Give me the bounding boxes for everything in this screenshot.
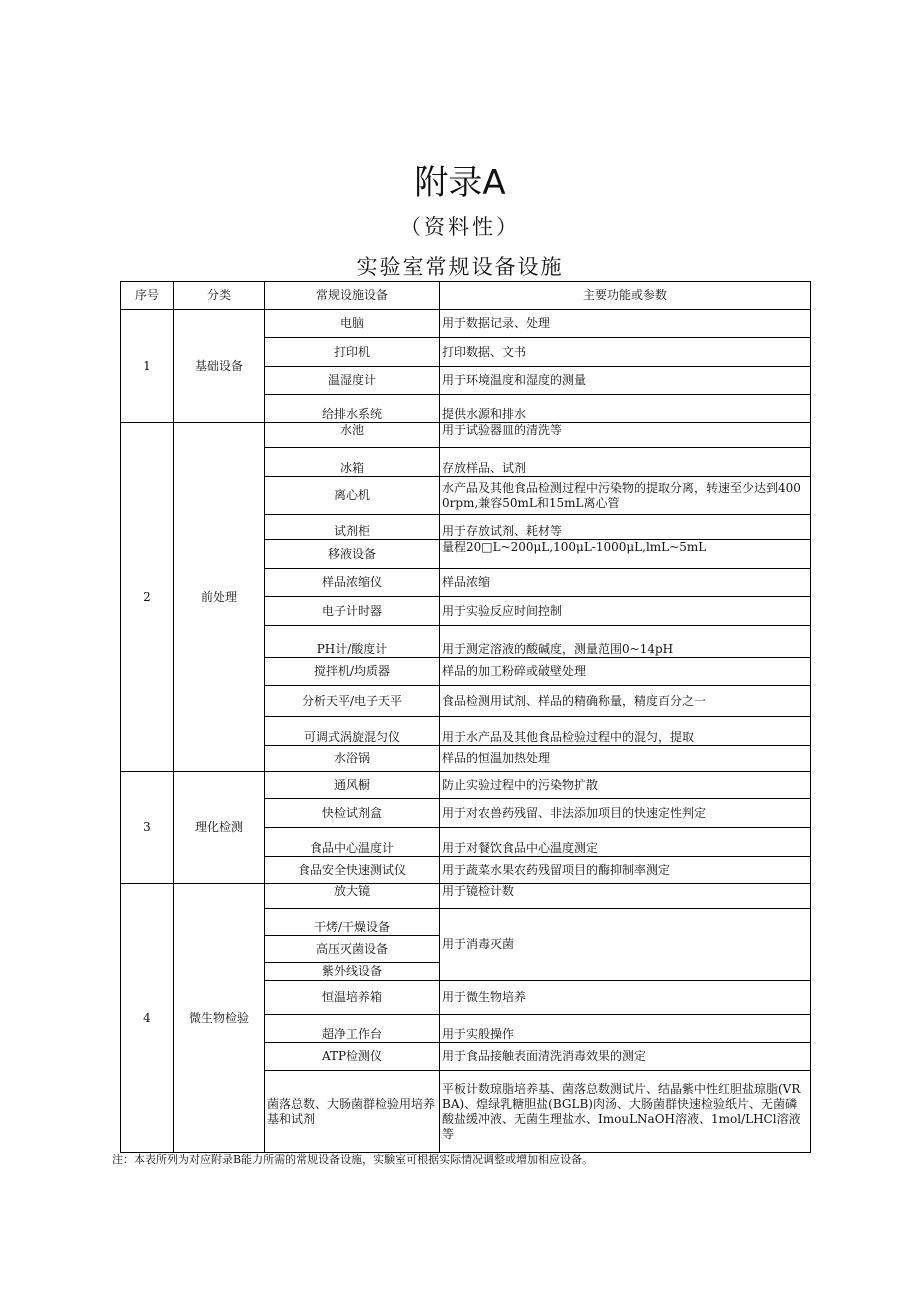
function-cell: 用于实验反应时间控制 xyxy=(440,597,811,626)
group-category: 理化检测 xyxy=(174,772,265,884)
equipment-cell: 冰箱 xyxy=(265,448,440,477)
equipment-cell: 分析天平/电子天平 xyxy=(265,686,440,717)
function-cell: 提供水源和排水 xyxy=(440,395,811,423)
equipment-cell: 恒温培养箱 xyxy=(265,981,440,1015)
equipment-cell: 电脑 xyxy=(265,310,440,338)
equipment-cell: 高压灭菌设备 xyxy=(265,936,440,963)
function-cell: 样品的恒温加热处理 xyxy=(440,746,811,772)
header-function: 主要功能或参数 xyxy=(440,282,811,310)
equipment-cell: 放大镜 xyxy=(265,884,440,909)
table-row xyxy=(121,310,811,338)
equipment-cell: 试剂柜 xyxy=(265,515,440,540)
header-equipment: 常规设施设备 xyxy=(265,282,440,310)
group-no: 1 xyxy=(121,310,174,423)
equipment-cell: 通风橱 xyxy=(265,772,440,799)
equipment-cell: 离心机 xyxy=(265,477,440,515)
equipment-cell: PH计/酸度计 xyxy=(265,626,440,658)
equipment-cell: 可调式涡旋混匀仪 xyxy=(265,717,440,746)
equipment-cell: 样品浓缩仪 xyxy=(265,569,440,597)
function-cell: 用于数据记录、处理 xyxy=(440,310,811,338)
equipment-cell: 搅拌机/均质器 xyxy=(265,658,440,686)
equipment-cell: 食品安全快速测试仪 xyxy=(265,857,440,884)
function-cell: 用于实般操作 xyxy=(440,1015,811,1043)
function-cell: 打印数据、文书 xyxy=(440,338,811,367)
function-cell: 样品浓缩 xyxy=(440,569,811,597)
equipment-cell: 水池 xyxy=(265,423,440,448)
equipment-cell: 给排水系统 xyxy=(265,395,440,423)
function-cell: 用于对农兽药残留、非法添加项目的快速定性判定 xyxy=(440,799,811,828)
function-cell: 用于蔬菜水果农药残留项目的酶抑制率测定 xyxy=(440,857,811,884)
function-cell: 平板计数琼脂培养基、菌落总数测试片、结晶紫中性红胆盐琼脂(VRBA)、煌绿乳糖胆盐(BGLB)肉汤、大肠菌群快速检验纸片、无菌磷酸盐缓冲液、无菌生理盐水、ImouLNaOH溶液、1mol/LHCl溶液等 xyxy=(440,1071,811,1153)
table-note: 注：本表所列为对应附录B能力所需的常规设备设施，实験室可根据实际情况调整或增加相应设备。 xyxy=(112,1153,594,1166)
function-cell: 食品检测用试剂、样品的精确称量，精度百分之一 xyxy=(440,686,811,717)
group-no: 4 xyxy=(121,884,174,1153)
function-cell: 用于环境温度和湿度的测量 xyxy=(440,367,811,395)
equipment-cell: 菌落总数、大肠菌群检验用培养基和试剂 xyxy=(265,1071,440,1153)
group-no: 2 xyxy=(121,423,174,772)
equipment-cell: 超净工作台 xyxy=(265,1015,440,1043)
equipment-cell: 打印机 xyxy=(265,338,440,367)
equipment-cell: 干烤/干燥设备 xyxy=(265,909,440,936)
group-no: 3 xyxy=(121,772,174,884)
equipment-cell: 移液设备 xyxy=(265,540,440,569)
table-row xyxy=(121,772,811,799)
equipment-cell: 紫外线设备 xyxy=(265,963,440,981)
equipment-cell: 温湿度计 xyxy=(265,367,440,395)
table-row xyxy=(121,423,811,448)
header-category: 分类 xyxy=(174,282,265,310)
equipment-table xyxy=(120,281,811,1153)
function-cell: 用于对餐饮食品中心温度测定 xyxy=(440,828,811,857)
equipment-cell: ATP检测仪 xyxy=(265,1043,440,1071)
appendix-title: 附录A xyxy=(414,163,506,203)
function-cell: 用于测定溶液的酸碱度，测量范围0~14pH xyxy=(440,626,811,658)
function-cell: 用于食品接触表面清洗消毒效果的测定 xyxy=(440,1043,811,1071)
function-cell: 样品的加工粉碎或破壁处理 xyxy=(440,658,811,686)
function-cell: 用于存放试剂、耗材等 xyxy=(440,515,811,540)
group-category: 前处理 xyxy=(174,423,265,772)
function-cell: 水产品及其他食品检测过程中污染物的提取分离，转速至少达到4000rpm,兼容50mL和15mL离心管 xyxy=(440,477,811,515)
table-title: 实验室常规设备设施 xyxy=(356,255,564,279)
equipment-cell: 水浴锅 xyxy=(265,746,440,772)
function-cell: 用于水产品及其他食品检验过程中的混匀，提取 xyxy=(440,717,811,746)
function-cell: 量程20□L~200μL,100μL-1000μL,lmL~5mL xyxy=(440,540,811,569)
equipment-cell: 食品中心温度计 xyxy=(265,828,440,857)
function-cell: 用于镜检计数 xyxy=(440,884,811,909)
group-category: 基础设备 xyxy=(174,310,265,423)
function-cell: 用于微生物培养 xyxy=(440,981,811,1015)
table-header-row xyxy=(121,282,811,310)
appendix-subtitle: （资料性） xyxy=(400,215,520,239)
function-cell: 用于消毒灭菌 xyxy=(440,909,811,981)
equipment-cell: 快检试剂盒 xyxy=(265,799,440,828)
equipment-cell: 电子计时器 xyxy=(265,597,440,626)
function-cell: 防止实验过程中的污染物扩散 xyxy=(440,772,811,799)
function-cell: 存放样品、试剂 xyxy=(440,448,811,477)
function-cell: 用于试验器皿的清洗等 xyxy=(440,423,811,448)
group-category: 微生物检验 xyxy=(174,884,265,1153)
table-row xyxy=(121,884,811,909)
header-no: 序号 xyxy=(121,282,174,310)
